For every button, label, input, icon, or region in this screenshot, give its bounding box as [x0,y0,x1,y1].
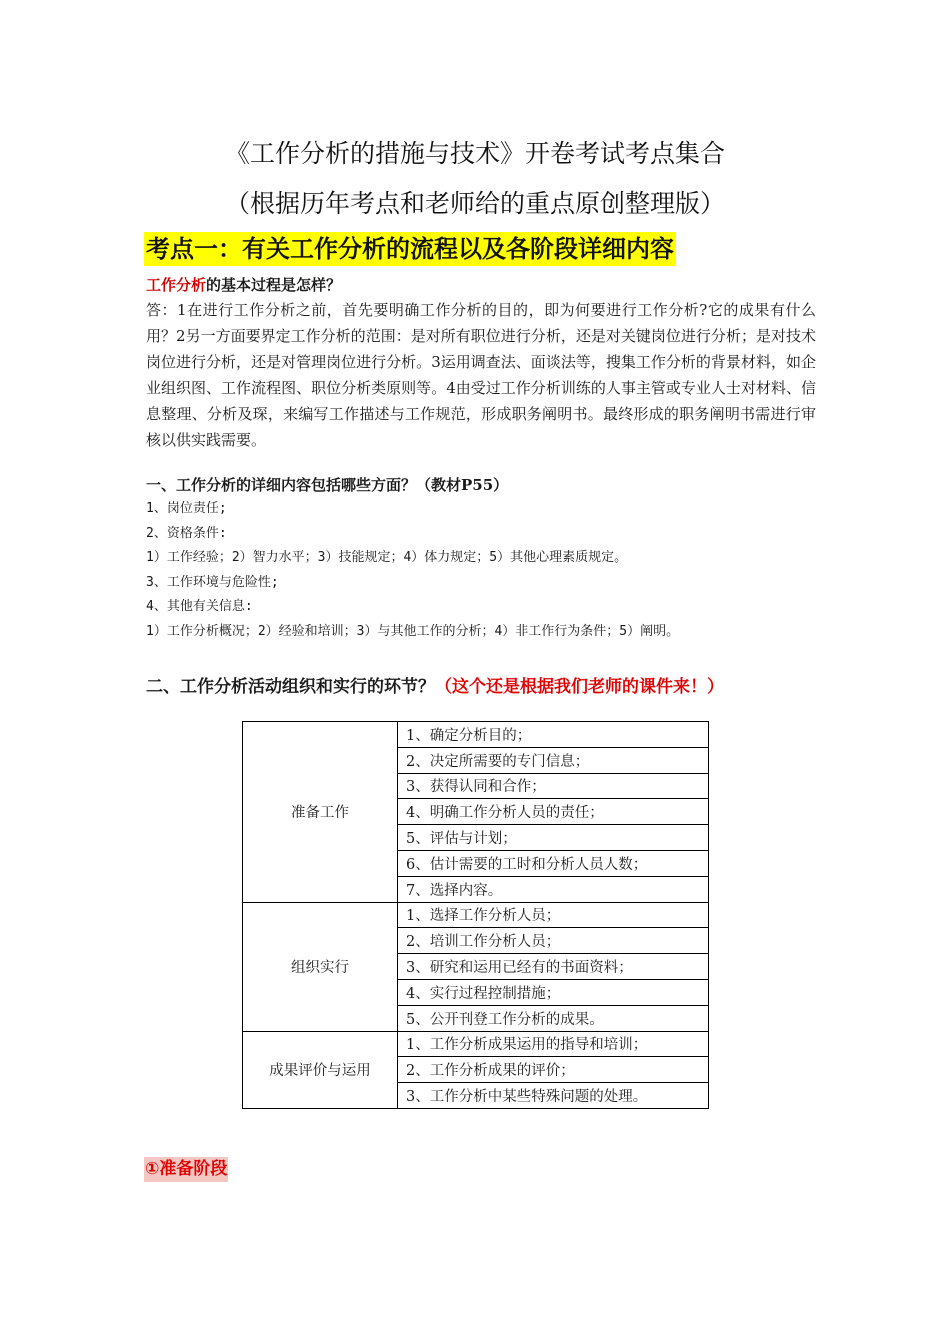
stage-heading: ①准备阶段 [144,1157,228,1182]
step-cell: 1、确定分析目的； [398,722,709,748]
step-cell: 7、选择内容。 [398,876,709,902]
document-subtitle: （根据历年考点和老师给的重点原创整理版） [224,189,725,218]
step-cell: 5、公开刊登工作分析的成果。 [398,1005,709,1031]
list-item: 3、工作环境与危险性; [146,574,279,590]
list-item: 1）工作分析概况；2）经验和培训；3）与其他工作的分析；4）非工作行为条件；5）阐明。 [146,623,680,639]
step-cell: 1、工作分析成果运用的指导和培训； [398,1031,709,1057]
phase-cell: 准备工作 [243,722,398,903]
flow-table [242,721,709,1109]
step-cell: 2、工作分析成果的评价； [398,1057,709,1083]
step-cell: 5、评估与计划； [398,825,709,851]
list-item: 1）工作经验；2）智力水平；3）技能规定；4）体力规定；5）其他心理素质规定。 [146,550,628,565]
phase-cell: 成果评价与运用 [243,1031,398,1108]
step-cell: 3、研究和运用已经有的书面资料； [398,954,709,980]
document-title: 《工作分析的措施与技术》开卷考试考点集合 [224,139,725,168]
step-cell: 4、明确工作分析人员的责任； [398,799,709,825]
table-row [243,902,709,928]
list-item: 2、资格条件: [146,525,227,541]
sub-heading-content: 一、工作分析的详细内容包括哪些方面？（教材P55） [146,476,509,494]
table-row [243,1031,709,1057]
list-item: 4、其他有关信息: [146,599,253,614]
question-text: 的基本过程是怎样？ [206,276,342,294]
list-item: 1、岗位责任; [146,501,227,516]
step-cell: 6、估计需要的工时和分析人员人数； [398,850,709,876]
table-row [243,722,709,748]
content-list [146,497,679,644]
step-cell: 1、选择工作分析人员； [398,902,709,928]
step-cell: 2、培训工作分析人员； [398,928,709,954]
question-heading [146,274,341,295]
phase-cell: 组织实行 [243,902,398,1031]
sub-heading-steps [146,672,724,697]
sub-heading-steps-note: （这个还是根据我们老师的课件来！） [435,677,724,697]
step-cell: 3、获得认同和合作； [398,773,709,799]
question-highlight: 工作分析 [146,276,207,294]
step-cell: 2、决定所需要的专门信息； [398,747,709,773]
sub-heading-steps-main: 二、工作分析活动组织和实行的环节？ [146,677,435,697]
step-cell: 4、实行过程控制措施； [398,979,709,1005]
answer-paragraph: 答：1在进行工作分析之前，首先要明确工作分析的目的，即为何要进行工作分析?它的成果有什么用？2另一方面要界定工作分析的范围：是对所有职位进行分析，还是对关键岗位进行分析；是对技术岗位进行分析，还是对管理岗位进行分析。3运用调查法、面谈法等，搜集工作分析的背景材料，如企业组织图、工作流程图、职位分析类原则等。4由受过工作分析训练的人事主管或专业人士对材料、信息整理、分析及琛，来编写工作描述与工作规范，形成职务阐明书。最终形成的职务阐明书需进行审核以供实践需要。 [146,301,816,449]
section-heading: 考点一：有关工作分析的流程以及各阶段详细内容 [144,232,676,266]
step-cell: 3、工作分析中某些特殊问题的处理。 [398,1083,709,1109]
